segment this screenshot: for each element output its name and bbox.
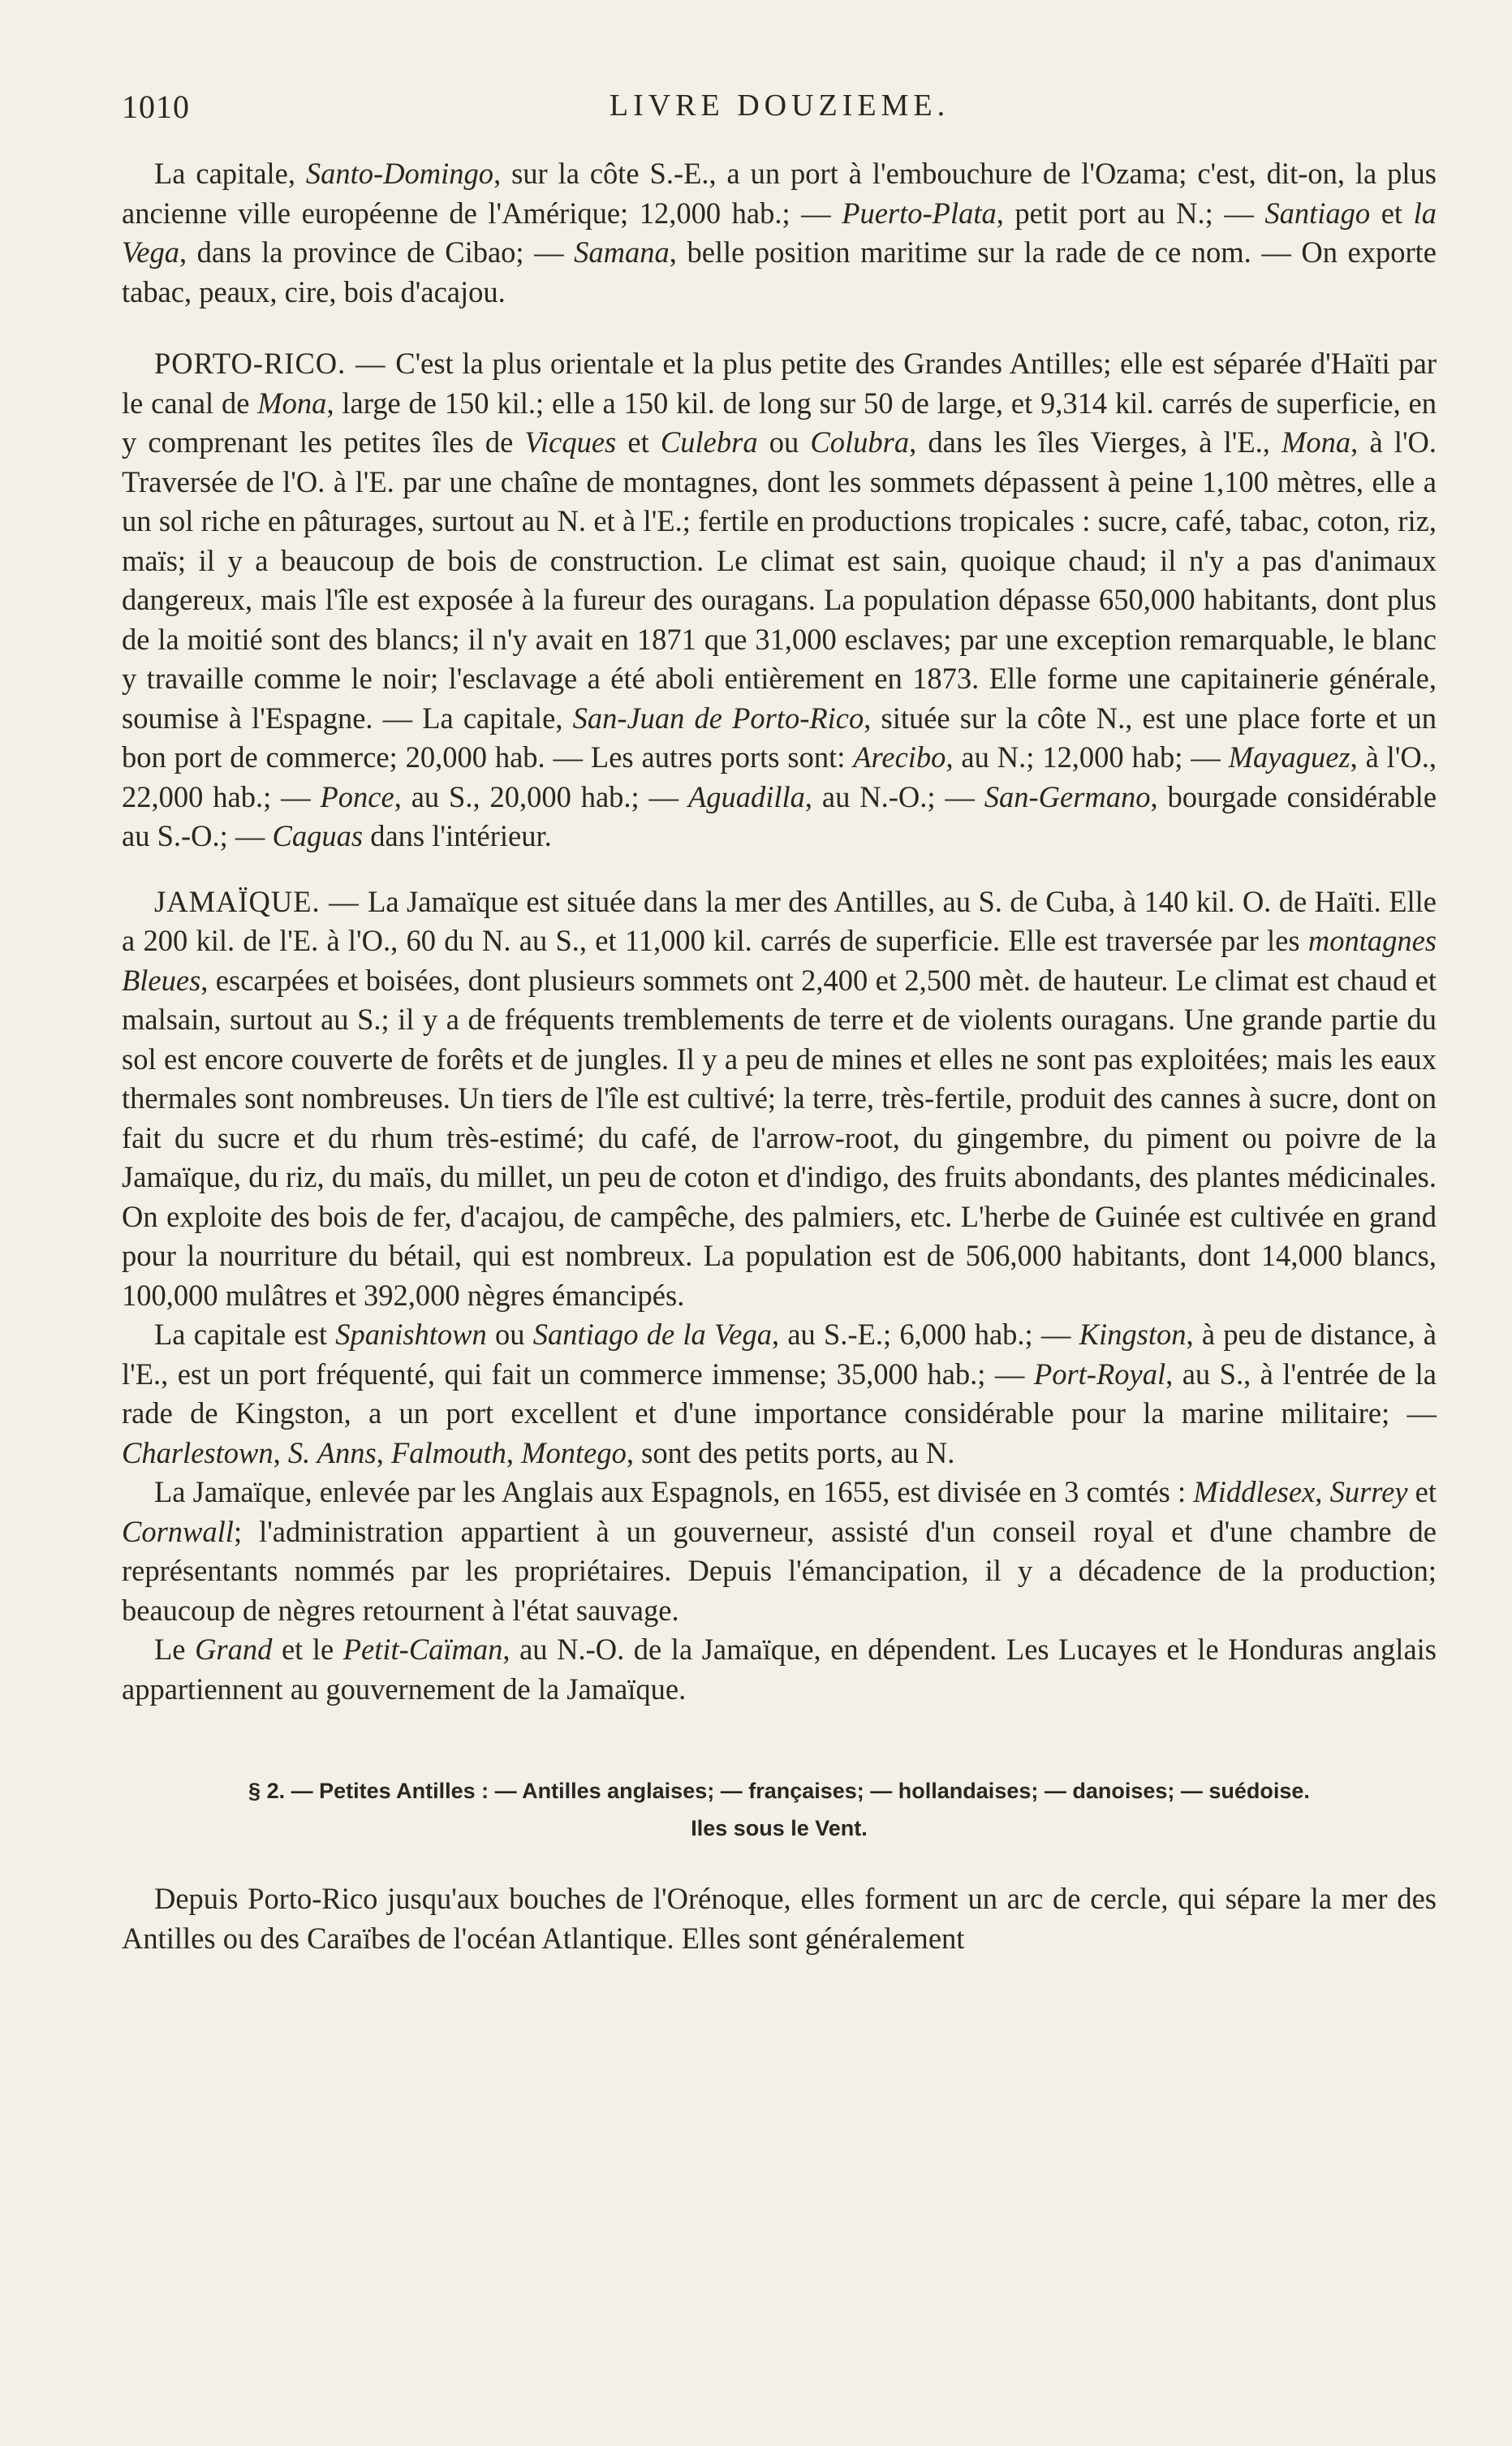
text-run: , bourgade considérable au S.-O.; — [122, 779, 1437, 852]
section-heading-line-1: § 2. — Petites Antilles : — Antilles anglaises; — françaises; — hollandaises; — danoises; — suédoise. [248, 1779, 1310, 1803]
place-name: Arecibo [853, 740, 946, 774]
text-run: dans l'intérieur. [363, 819, 552, 852]
text-run: ; l'administration appartient à un gouverneur, assisté d'un conseil royal et d'une chambre de représentants nommés par les propriétaires. Depuis l'émancipation, il y a décadence de la production; beaucoup de nègres retournent à l'état sauvage. [122, 1514, 1437, 1627]
running-head: LIVRE DOUZIEME. [609, 88, 950, 123]
place-name: Spanishtown [335, 1318, 487, 1351]
place-name: Santiago [1264, 196, 1371, 230]
text-run: , belle position maritime sur la rade de ce nom. — On exporte tabac, peaux, cire, bois d'acajou. [122, 235, 1437, 308]
text-run: et le [272, 1633, 343, 1666]
text-run: , [506, 1435, 522, 1469]
place-name: Santiago de la Vega [532, 1318, 772, 1351]
text-run: , au N.-O. de la Jamaïque, en dépendent. Les Lucayes et le Honduras anglais appartiennent au gouvernement de la Jamaïque. [122, 1633, 1437, 1706]
page-header [122, 88, 1437, 136]
place-name: Mayaguez [1228, 740, 1350, 774]
place-name: San-Juan de Porto-Rico [572, 701, 864, 735]
text-run: C'est la plus orientale et la plus petite des Grandes Antilles; elle est séparée d'Haïti par le canal de [122, 347, 1437, 420]
text-run: , au N.; 12,000 hab; — [946, 740, 1229, 774]
place-name: Culebra [660, 425, 758, 459]
section-label-porto-rico: PORTO-RICO. — [154, 347, 396, 380]
place-name: Port-Royal [1033, 1357, 1166, 1391]
text-run: La Jamaïque, enlevée par les Anglais aux Espagnols, en 1655, est divisée en 3 comtés : [154, 1475, 1194, 1508]
place-name: S. Anns [287, 1435, 377, 1469]
place-name: Charlestown [122, 1435, 274, 1469]
place-name: Middlesex [1193, 1475, 1316, 1508]
place-name: montagnes Bleues [122, 924, 1437, 997]
text-run: , [273, 1435, 288, 1469]
section-label-jamaique: JAMAÏQUE. — [154, 884, 368, 918]
text-run: , au N.-O.; — [804, 779, 984, 813]
place-name: Caguas [272, 819, 364, 852]
place-name: la Vega [122, 196, 1437, 269]
text-run: , à l'O., 22,000 hab.; — [122, 740, 1437, 813]
place-name: Falmouth [390, 1435, 506, 1469]
text-run: La capitale est [154, 1318, 336, 1351]
text-run: , large de 150 kil.; elle a 150 kil. de long sur 50 de large, et 9,314 kil. carrés de superficie, en y comprenant les petites îles de [122, 386, 1437, 459]
paragraph-capitale [122, 1315, 1437, 1473]
section-heading-line-2: Iles sous le Vent. [691, 1816, 868, 1840]
text-run: , dans les îles Vierges, à l'E., [909, 425, 1282, 459]
paragraph-porto-rico [122, 344, 1437, 856]
text-run: , petit port au N.; — [996, 196, 1265, 230]
text-run: , au S., 20,000 hab.; — [394, 779, 688, 813]
text-run: Depuis Porto-Rico jusqu'aux bouches de l'Orénoque, elles forment un arc de cercle, qui sépare la mer des Antilles ou des Caraïbes de l'océan Atlantique. Elles sont généralement [122, 1882, 1437, 1955]
text-run: , [1315, 1475, 1330, 1508]
body-text [122, 154, 1437, 1958]
text-run: , sur la côte S.-E., a un port à l'embouchure de l'Ozama; c'est, dit-on, la plus ancienne ville européenne de l'Amérique; 12,000 hab.; — [122, 157, 1437, 230]
place-name: Montego [521, 1435, 627, 1469]
text-run: , à peu de distance, à l'E., est un port fréquenté, qui fait un commerce immense; 35,000 hab.; — [122, 1318, 1437, 1391]
text-run: et [1407, 1475, 1437, 1508]
text-run: La capitale, [154, 157, 306, 190]
place-name: Surrey [1329, 1475, 1408, 1508]
place-name: Santo-Domingo [305, 157, 494, 190]
place-name: Ponce [320, 779, 394, 813]
text-run: , située sur la côte N., est une place forte et un bon port de commerce; 20,000 hab. — Les autres ports sont: [122, 701, 1437, 774]
place-name: Vicques [524, 425, 617, 459]
text-run: ou [757, 425, 811, 459]
place-name: Mona [257, 386, 327, 420]
text-run: ou [486, 1318, 533, 1351]
text-run: , dans la province de Cibao; — [179, 235, 575, 269]
place-name: Cornwall [122, 1514, 234, 1548]
place-name: Mona [1282, 425, 1351, 459]
place-name: San-Germano [984, 779, 1151, 813]
text-run: , sont des petits ports, au N. [626, 1435, 955, 1469]
place-name: Aguadilla [687, 779, 805, 813]
text-run: , au S., à l'entrée de la rade de Kingston, a un port excellent et d'une importance considérable pour la marine militaire; — [122, 1357, 1437, 1430]
text-run: , à l'O. Traversée de l'O. à l'E. par une chaîne de montagnes, dont les sommets dépassent à peine 1,100 mètres, elle a un sol riche en pâturages, surtout au N. et à l'E.; fertile en productions tropicales : sucre, café, tabac, coton, riz, maïs; il y a beaucoup de bois de construction. Le climat est sain, quoique chaud; il n'y a pas d'animaux dangereux, mais l'île est exposée à la fureur des ouragans. La population dépasse 650,000 habitants, dont plus de la moitié sont des blancs; il n'y avait en 1871 que 31,000 esclaves; par une exception remarquable, le blanc y travaille comme le noir; l'esclavage a été aboli entièrement en 1873. Elle forme une capitainerie générale, soumise à l'Espagne. — La capitale, [122, 425, 1437, 735]
text-run: Le [154, 1633, 196, 1666]
page-number: 1010 [122, 88, 190, 125]
paragraph-santo-domingo [122, 154, 1437, 312]
place-name: Petit-Caïman [342, 1633, 503, 1666]
place-name: Colubra [810, 425, 910, 459]
text-run: La Jamaïque est située dans la mer des Antilles, au S. de Cuba, à 140 kil. O. de Haïti. Elle a 200 kil. de l'E. à l'O., 60 du N. au S., et 11,000 kil. carrés de superficie. Elle est traversée par les [122, 884, 1437, 957]
text-run: , [376, 1435, 391, 1469]
text-run: , au S.-E.; 6,000 hab.; — [771, 1318, 1079, 1351]
place-name: Samana [574, 235, 670, 269]
paragraph-jamaique [122, 882, 1437, 1316]
paragraph-petites-antilles [122, 1879, 1437, 1958]
place-name: Grand [195, 1633, 273, 1666]
text-run: et [616, 425, 661, 459]
section-heading [122, 1772, 1437, 1847]
place-name: Kingston [1079, 1318, 1187, 1351]
paragraph-enlevee [122, 1473, 1437, 1630]
text-run: , escarpées et boisées, dont plusieurs sommets ont 2,400 et 2,500 mèt. de hauteur. Le climat est chaud et malsain, surtout au S.; il y a de fréquents tremblements de terre et de violents ouragans. Une grande partie du sol est encore couverte de forêts et de jungles. Il y a peu de mines et elles ne sont pas exploitées; mais les eaux thermales sont nombreuses. Un tiers de l'île est cultivé; la terre, très-fertile, produit des cannes à sucre, dont on fait du sucre et du rhum très-estimé; du café, de l'arrow-root, du gingembre, du piment ou poivre de la Jamaïque, du riz, du maïs, du millet, un peu de coton et d'indigo, des fruits abondants, des plantes médicinales. On exploite des bois de fer, d'acajou, de campêche, des palmiers, etc. L'herbe de Guinée est cultivée en grand pour la nourriture du bétail, qui est nombreux. La population est de 506,000 habitants, dont 14,000 blancs, 100,000 mulâtres et 392,000 nègres émancipés. [122, 963, 1437, 1312]
paragraph-caiman [122, 1630, 1437, 1709]
text-run: et [1370, 196, 1414, 230]
place-name: Puerto-Plata [842, 196, 997, 230]
